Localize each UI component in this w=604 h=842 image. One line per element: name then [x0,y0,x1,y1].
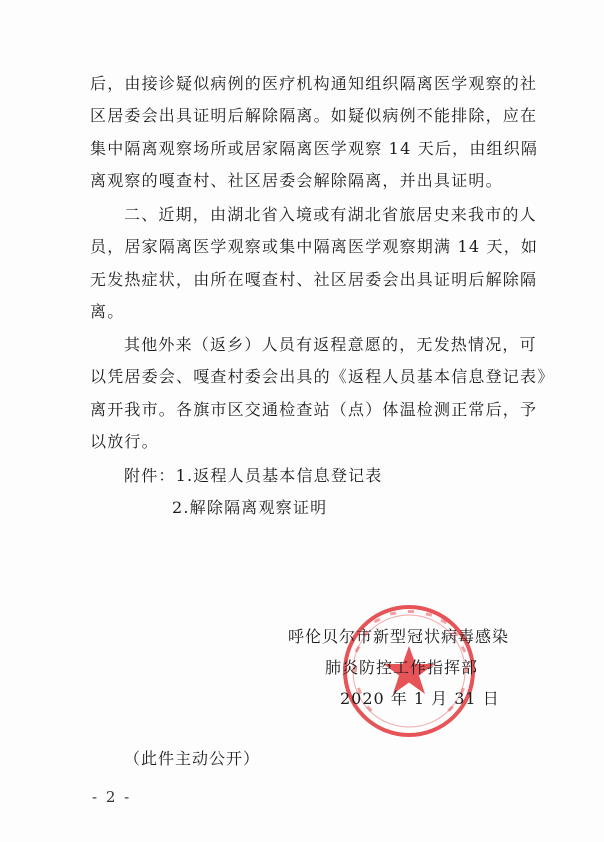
body-text-line: 其他外来（返乡）人员有返程意愿的，无发热情况，可 [124,335,537,354]
body-text-line: 以放行。 [90,432,159,451]
disclosure-note: （此件主动公开） [124,749,261,768]
body-text-line: 离开我市。各旗市区交通检查站（点）体温检测正常后，予 [90,400,538,419]
body-text-line: 无发热症状，由所在嘎查村、社区居委会出具证明后解除隔 [90,270,538,289]
body-text-line: 离。 [90,302,125,321]
page-number: - 2 - [92,788,132,806]
body-text-line: 集中隔离观察场所或居家隔离医学观察 14 天后，由组织隔 [90,139,539,158]
attachment-line: 2.解除隔离观察证明 [172,498,328,517]
issuer-name-line-1: 呼伦贝尔市新型冠状病毒感染 [288,627,510,646]
attachment-line: 附件：1.返程人员基本信息登记表 [124,466,383,485]
body-text-line: 二、近期，由湖北省入境或有湖北省旅居史来我市的人 [124,205,537,224]
issuer-name-line-2: 肺炎防控工作指挥部 [325,658,479,677]
body-text-line: 员，居家隔离医学观察或集中隔离医学观察期满 14 天，如 [90,237,539,256]
issue-date: 2020 年 1 月 31 日 [340,689,500,708]
body-text-line: 离观察的嘎查村、社区居委会解除隔离，并出具证明。 [90,171,503,190]
body-text-line: 区居委会出具证明后解除隔离。如疑似病例不能排除，应在 [90,106,538,125]
body-text-line: 以凭居委会、嘎查村委会出具的《返程人员基本信息登记表》 [90,367,555,386]
body-text-line: 后，由接诊疑似病例的医疗机构通知组织隔离医学观察的社 [90,74,538,93]
